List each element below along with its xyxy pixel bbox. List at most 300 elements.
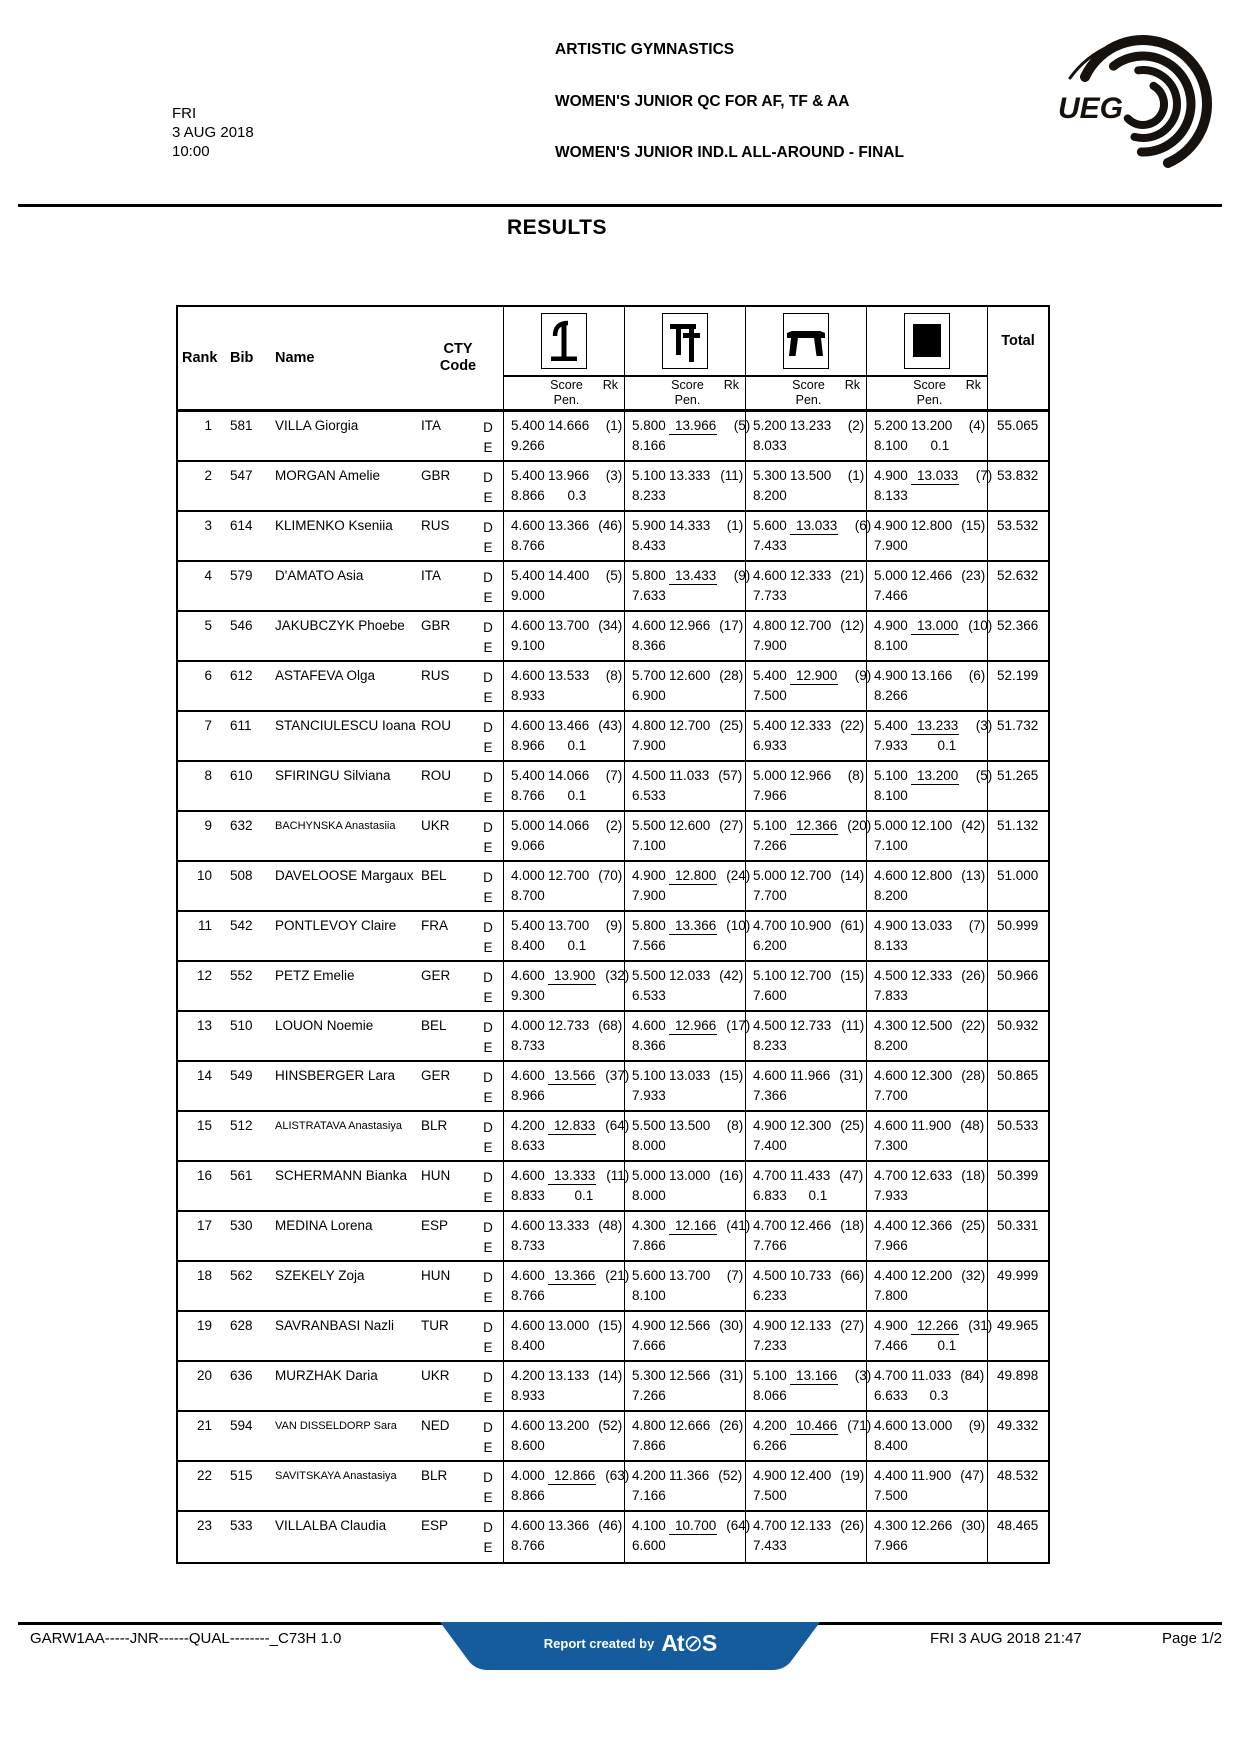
e-score: 8.833 <box>511 1188 545 1203</box>
d-score: 4.900 <box>874 468 908 483</box>
d-score: 4.000 <box>511 868 545 883</box>
rank-cell: 12 <box>196 968 212 983</box>
bib-cell: 594 <box>230 1418 253 1433</box>
rank-cell: 13 <box>196 1018 212 1033</box>
final-score: 13.466 <box>548 718 590 733</box>
apparatus-rank: (6) <box>968 668 986 683</box>
apparatus-rank: (17) <box>726 1018 751 1033</box>
vault-score-cell <box>503 812 624 860</box>
vault-score-cell <box>503 612 624 660</box>
bib-cell: 546 <box>230 618 253 633</box>
uneven-bars-score-cell <box>624 1062 745 1110</box>
d-score: 4.900 <box>874 618 908 633</box>
penalty <box>790 538 838 558</box>
apparatus-rank: (11) <box>720 468 744 483</box>
final-score: 12.200 <box>911 1268 953 1283</box>
apparatus-rank: (1) <box>605 418 623 433</box>
apparatus-rank: (3) <box>975 718 993 733</box>
bib-cell: 510 <box>230 1018 253 1033</box>
penalty <box>669 1188 710 1208</box>
rank-cell: 11 <box>197 918 212 933</box>
floor-score-cell <box>866 1212 987 1260</box>
country-code-cell: UKR <box>421 1368 450 1383</box>
apparatus-rank: (25) <box>719 718 744 733</box>
rank-cell: 4 <box>204 568 212 583</box>
d-score: 4.200 <box>753 1418 787 1433</box>
e-score: 6.600 <box>632 1538 666 1553</box>
floor-score-cell <box>866 762 993 810</box>
table-row <box>178 1362 1048 1412</box>
table-row <box>178 1062 1048 1112</box>
apparatus-rank: (32) <box>961 1268 986 1283</box>
final-score: 12.400 <box>790 1468 832 1483</box>
d-score: 4.900 <box>753 1468 787 1483</box>
atos-banner-text: Report created by At⊘S <box>543 1629 717 1657</box>
final-score: 12.466 <box>911 568 953 583</box>
final-score: 12.966 <box>669 618 711 633</box>
gymnast-name-cell: SAVITSKAYA Anastasiya <box>275 1470 397 1482</box>
final-score: 12.500 <box>911 1018 953 1033</box>
penalty <box>790 1538 831 1558</box>
penalty <box>790 1288 831 1308</box>
penalty <box>669 888 717 908</box>
e-score: 6.633 <box>874 1388 908 1403</box>
final-score: 12.700 <box>669 718 711 733</box>
final-score: 13.233 <box>790 418 832 433</box>
balance-beam-score-cell <box>745 812 872 860</box>
e-score: 7.500 <box>753 1488 787 1503</box>
vault-score-cell <box>503 1312 624 1360</box>
e-score: 7.433 <box>753 1538 787 1553</box>
d-score: 4.900 <box>874 518 908 533</box>
de-score-labels: D E <box>483 920 493 955</box>
d-score: 5.300 <box>753 468 787 483</box>
bib-cell: 632 <box>230 818 253 833</box>
penalty: 0.1 <box>567 738 587 753</box>
e-score: 7.900 <box>753 638 787 653</box>
apparatus-rank: (9) <box>605 918 623 933</box>
uneven-bars-score-cell <box>624 612 745 660</box>
de-score-labels: D E <box>483 420 493 455</box>
gymnast-name-cell: JAKUBCZYK Phoebe <box>275 618 405 633</box>
final-score: 13.333 <box>669 468 711 483</box>
d-score: 4.900 <box>632 1318 666 1333</box>
apparatus-rank: (5) <box>733 418 751 433</box>
gymnast-name-cell: ASTAFEVA Olga <box>275 668 376 683</box>
d-score: 5.100 <box>632 468 666 483</box>
rank-cell: 2 <box>204 468 212 483</box>
total-score-cell: 50.399 <box>987 1162 1048 1210</box>
e-score: 8.100 <box>874 438 908 453</box>
country-code-cell: HUN <box>421 1168 451 1183</box>
d-score: 5.100 <box>753 968 787 983</box>
apparatus-rank: (25) <box>840 1118 865 1133</box>
penalty <box>669 588 717 608</box>
vault-score-cell <box>503 512 624 560</box>
apparatus-rank: (18) <box>840 1218 865 1233</box>
gymnast-name-cell: D'AMATO Asia <box>275 568 364 583</box>
vault-score-cell <box>503 1412 624 1460</box>
gymnast-name-cell: VAN DISSELDORP Sara <box>275 1420 397 1432</box>
country-code-cell: ITA <box>421 418 441 433</box>
penalty <box>669 1088 710 1108</box>
apparatus-rank: (3) <box>605 468 623 483</box>
e-score: 7.866 <box>632 1238 666 1253</box>
gymnast-name-cell: SZEKELY Zoja <box>275 1268 365 1283</box>
d-score: 4.900 <box>632 868 666 883</box>
vault-score-cell <box>503 1062 630 1110</box>
rank-cell: 8 <box>204 768 212 783</box>
d-score: 4.600 <box>753 1068 787 1083</box>
table-row <box>178 1262 1048 1312</box>
apparatus-rank: (32) <box>605 968 630 983</box>
apparatus-rank: (20) <box>847 818 872 833</box>
uneven-bars-score-cell <box>624 462 745 510</box>
d-score: 5.400 <box>753 668 787 683</box>
d-score: 5.400 <box>511 418 545 433</box>
uneven-bars-score-cell <box>624 1162 745 1210</box>
e-score: 7.966 <box>753 788 787 803</box>
e-score: 7.233 <box>753 1338 787 1353</box>
e-score: 7.566 <box>632 938 666 953</box>
e-score: 8.400 <box>511 1338 545 1353</box>
e-score: 8.866 <box>511 1488 545 1503</box>
final-score: 11.366 <box>669 1468 710 1483</box>
final-score: 12.800 <box>911 518 953 533</box>
apparatus-rank: (7) <box>968 918 986 933</box>
balance-beam-score-cell <box>745 712 866 760</box>
e-score: 7.933 <box>874 738 908 753</box>
gymnast-name-cell: SFIRINGU Silviana <box>275 768 391 783</box>
e-score: 8.100 <box>632 1288 666 1303</box>
final-score: 12.966 <box>790 768 832 783</box>
d-score: 4.500 <box>753 1018 787 1033</box>
d-score: 4.200 <box>511 1118 545 1133</box>
d-score: 5.000 <box>753 868 787 883</box>
d-score: 5.400 <box>511 918 545 933</box>
table-row <box>178 1112 1048 1162</box>
penalty <box>911 1088 952 1108</box>
country-code-cell: BLR <box>421 1468 448 1483</box>
final-score: 12.866 <box>548 1468 596 1488</box>
country-code-cell: TUR <box>421 1318 449 1333</box>
penalty: 0.1 <box>930 438 950 453</box>
vault-score-cell <box>503 762 624 810</box>
penalty <box>790 1038 831 1058</box>
penalty <box>790 1138 831 1158</box>
vault-score-cell <box>503 712 624 760</box>
penalty <box>548 838 589 858</box>
bib-cell: 610 <box>230 768 253 783</box>
apparatus-rank: (9) <box>854 668 872 683</box>
penalty <box>911 688 952 708</box>
apparatus-rank: (64) <box>605 1118 630 1133</box>
score-subheader: Score Rk Pen. <box>503 377 624 409</box>
penalty <box>911 988 952 1008</box>
gymnast-name-cell: VILLALBA Claudia <box>275 1518 387 1533</box>
de-score-labels: D E <box>483 1270 493 1305</box>
e-score: 8.366 <box>632 1038 666 1053</box>
de-score-labels: D E <box>483 1520 493 1555</box>
apparatus-rank: (9) <box>733 568 751 583</box>
country-code-cell: ROU <box>421 718 451 733</box>
final-score: 13.000 <box>669 1168 711 1183</box>
d-score: 5.000 <box>874 568 908 583</box>
e-score: 6.900 <box>632 688 666 703</box>
table-row <box>178 512 1048 562</box>
uneven-bars-score-cell <box>624 412 751 460</box>
apparatus-rank: (16) <box>719 1168 744 1183</box>
apparatus-rank: (7) <box>605 768 623 783</box>
d-score: 4.600 <box>511 1418 545 1433</box>
gymnast-name-cell: MEDINA Lorena <box>275 1218 373 1233</box>
apparatus-rank: (48) <box>598 1218 623 1233</box>
e-score: 7.833 <box>874 988 908 1003</box>
balance-beam-score-cell <box>745 962 866 1010</box>
apparatus-rank: (21) <box>605 1268 630 1283</box>
bib-cell: 515 <box>230 1468 253 1483</box>
balance-beam-score-cell <box>745 1062 866 1110</box>
final-score: 12.300 <box>911 1068 953 1083</box>
penalty <box>790 888 831 908</box>
final-score: 12.366 <box>790 818 838 838</box>
e-score: 8.933 <box>511 1388 545 1403</box>
final-score: 12.300 <box>790 1118 832 1133</box>
d-score: 5.800 <box>632 568 666 583</box>
apparatus-rank: (5) <box>975 768 993 783</box>
final-score: 12.666 <box>669 1418 711 1433</box>
apparatus-rank: (7) <box>726 1268 744 1283</box>
final-score: 13.366 <box>548 1518 590 1533</box>
vault-score-cell <box>503 462 624 510</box>
table-row <box>178 1412 1048 1462</box>
penalty <box>548 588 589 608</box>
apparatus-rank: (63) <box>605 1468 630 1483</box>
final-score: 13.433 <box>669 568 717 588</box>
total-score-cell: 50.932 <box>987 1012 1048 1060</box>
d-score: 4.900 <box>874 668 908 683</box>
country-code-cell: ESP <box>421 1218 449 1233</box>
rank-cell: 14 <box>196 1068 212 1083</box>
d-score: 5.600 <box>632 1268 666 1283</box>
e-score: 8.166 <box>632 438 666 453</box>
final-score: 13.133 <box>548 1368 590 1383</box>
apparatus-rank: (37) <box>605 1068 630 1083</box>
penalty <box>790 488 831 508</box>
rank-cell: 15 <box>196 1118 212 1133</box>
final-score: 14.400 <box>548 568 590 583</box>
final-score: 11.033 <box>911 1368 952 1383</box>
uneven-bars-score-cell <box>624 912 751 960</box>
table-row <box>178 962 1048 1012</box>
penalty <box>548 888 589 908</box>
final-score: 12.033 <box>669 968 711 983</box>
floor-score-cell <box>866 1062 987 1110</box>
e-score: 6.833 <box>753 1188 787 1203</box>
penalty <box>669 788 709 808</box>
e-score: 8.400 <box>874 1438 908 1453</box>
final-score: 13.966 <box>669 418 717 438</box>
total-score-cell: 48.465 <box>987 1512 1048 1562</box>
final-score: 13.333 <box>548 1218 590 1233</box>
penalty <box>911 838 952 858</box>
bib-cell: 549 <box>230 1068 253 1083</box>
vault-score-cell <box>503 1512 624 1562</box>
de-score-labels: D E <box>483 1320 493 1355</box>
apparatus-rank: (41) <box>726 1218 751 1233</box>
total-score-cell: 50.966 <box>987 962 1048 1010</box>
de-score-labels: D E <box>483 570 493 605</box>
penalty <box>911 1238 952 1258</box>
final-score: 12.633 <box>911 1168 953 1183</box>
score-subheader-row <box>503 375 987 409</box>
total-score-cell: 50.533 <box>987 1112 1048 1160</box>
d-score: 4.600 <box>511 668 545 683</box>
bib-cell: 581 <box>230 418 253 433</box>
rank-column-header: Rank <box>182 350 218 366</box>
vault-score-cell <box>503 1362 624 1410</box>
d-score: 5.400 <box>874 718 908 733</box>
final-score: 12.366 <box>911 1218 953 1233</box>
e-score: 8.000 <box>632 1138 666 1153</box>
gymnast-name-cell: VILLA Giorgia <box>275 418 359 433</box>
penalty <box>911 1138 951 1158</box>
final-score: 13.700 <box>548 618 590 633</box>
final-score: 12.700 <box>548 868 590 883</box>
penalty <box>790 788 831 808</box>
floor-score-cell <box>866 1362 987 1410</box>
header-left-block <box>178 307 503 409</box>
e-score: 8.066 <box>753 1388 787 1403</box>
e-score: 7.266 <box>632 1388 666 1403</box>
country-code-cell: ESP <box>421 1518 449 1533</box>
d-score: 4.900 <box>753 1118 787 1133</box>
e-score: 6.533 <box>632 788 666 803</box>
rank-cell: 9 <box>204 818 212 833</box>
rank-cell: 3 <box>204 518 212 533</box>
apparatus-rank: (46) <box>598 1518 623 1533</box>
final-score: 13.700 <box>548 918 590 933</box>
penalty: 0.1 <box>937 738 957 753</box>
e-score: 7.433 <box>753 538 787 553</box>
d-score: 4.000 <box>511 1468 545 1483</box>
penalty: 0.1 <box>937 1338 957 1353</box>
d-score: 4.500 <box>632 768 666 783</box>
balance-beam-score-cell <box>745 1162 866 1210</box>
d-score: 4.700 <box>753 1218 787 1233</box>
vault-score-cell <box>503 1212 624 1260</box>
uneven-bars-score-cell <box>624 1312 745 1360</box>
apparatus-rank: (64) <box>726 1518 751 1533</box>
final-score: 14.666 <box>548 418 590 433</box>
session-date: 3 AUG 2018 <box>172 124 254 141</box>
final-score: 13.966 <box>548 468 590 483</box>
apparatus-rank: (34) <box>598 618 623 633</box>
penalty <box>911 588 952 608</box>
e-score: 7.466 <box>874 1338 908 1353</box>
d-score: 5.600 <box>753 518 787 533</box>
d-score: 4.900 <box>874 1318 908 1333</box>
uneven-bars-score-cell <box>624 962 745 1010</box>
e-score: 8.766 <box>511 538 545 553</box>
table-row <box>178 562 1048 612</box>
apparatus-rank: (18) <box>961 1168 986 1183</box>
e-score: 8.766 <box>511 1288 545 1303</box>
e-score: 7.300 <box>874 1138 908 1153</box>
d-score: 5.100 <box>874 768 908 783</box>
penalty <box>911 488 959 508</box>
penalty <box>669 988 710 1008</box>
competition-title: WOMEN'S JUNIOR QC FOR AF, TF & AA <box>555 93 850 110</box>
rank-cell: 21 <box>196 1418 212 1433</box>
balance-beam-score-cell <box>745 462 866 510</box>
penalty <box>669 1288 710 1308</box>
apparatus-rank: (1) <box>847 468 865 483</box>
d-score: 4.700 <box>874 1168 908 1183</box>
apparatus-rank: (8) <box>726 1118 744 1133</box>
de-score-labels: D E <box>483 770 493 805</box>
d-score: 4.200 <box>632 1468 666 1483</box>
penalty: 0.1 <box>567 788 587 803</box>
final-score: 12.900 <box>790 668 838 688</box>
penalty: 0.1 <box>567 938 587 953</box>
vault-column-header <box>503 307 624 375</box>
apparatus-rank: (66) <box>840 1268 865 1283</box>
penalty <box>548 1338 589 1358</box>
d-score: 5.100 <box>753 1368 787 1383</box>
penalty <box>790 1338 831 1358</box>
d-score: 4.900 <box>753 1318 787 1333</box>
gymnast-name-cell: SCHERMANN Bianka <box>275 1168 408 1183</box>
d-score: 4.100 <box>632 1518 666 1533</box>
apparatus-rank: (61) <box>840 918 865 933</box>
name-column-header: Name <box>275 350 315 366</box>
de-score-labels: D E <box>483 1170 493 1205</box>
e-score: 8.200 <box>753 488 787 503</box>
e-score: 8.200 <box>874 888 908 903</box>
apparatus-rank: (6) <box>854 518 872 533</box>
ueg-logo-icon <box>1048 28 1213 186</box>
apparatus-rank: (31) <box>719 1368 744 1383</box>
session-time: 10:00 <box>172 143 210 160</box>
uneven-bars-score-cell <box>624 1512 751 1562</box>
table-header <box>178 307 1048 412</box>
apparatus-rank: (5) <box>605 568 623 583</box>
bib-cell: 628 <box>230 1318 253 1333</box>
country-column-header: CTY Code <box>439 341 477 374</box>
apparatus-rank: (21) <box>840 568 865 583</box>
d-score: 5.500 <box>632 1118 666 1133</box>
total-score-cell: 52.366 <box>987 612 1048 660</box>
d-score: 4.300 <box>632 1218 666 1233</box>
d-score: 5.800 <box>632 918 666 933</box>
penalty <box>548 1088 596 1108</box>
country-code-cell: GER <box>421 1068 451 1083</box>
d-score: 5.700 <box>632 668 666 683</box>
d-score: 5.300 <box>632 1368 666 1383</box>
d-score: 4.600 <box>511 618 545 633</box>
final-score: 13.166 <box>911 668 953 683</box>
final-score: 12.700 <box>790 618 832 633</box>
d-score: 4.800 <box>632 718 666 733</box>
penalty <box>548 538 589 558</box>
penalty <box>669 688 710 708</box>
penalty <box>790 1388 838 1408</box>
gymnast-name-cell: STANCIULESCU Ioana <box>275 718 416 733</box>
final-score: 10.900 <box>790 918 832 933</box>
final-score: 13.000 <box>911 618 959 638</box>
uneven-bars-score-cell <box>624 1112 745 1160</box>
